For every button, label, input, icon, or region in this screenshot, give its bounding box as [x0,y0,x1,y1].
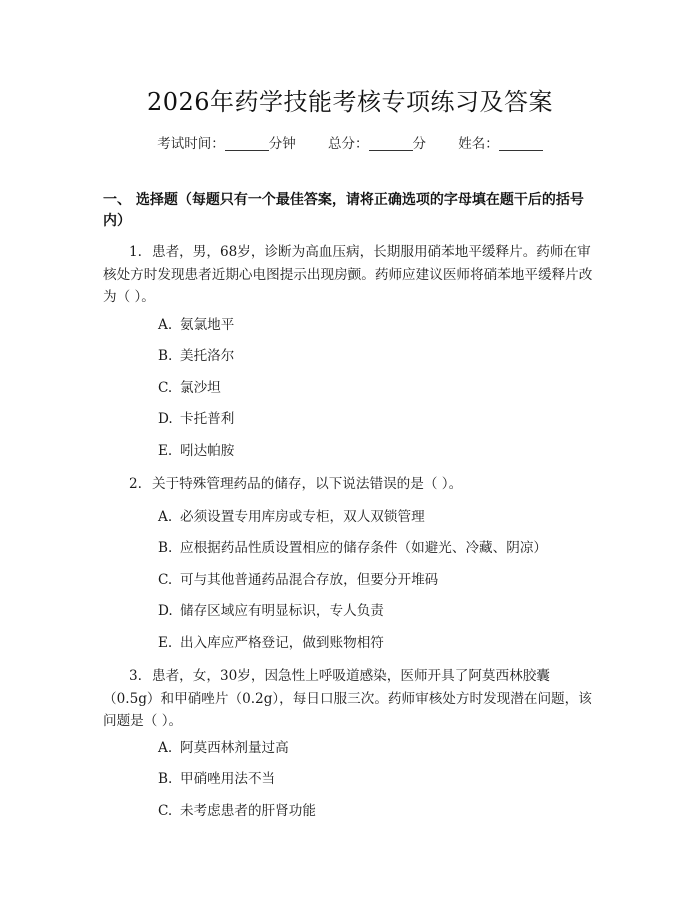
total-score-field [328,136,426,152]
exam-time-blank [225,136,269,151]
option-text: 出入库应严格登记，做到账物相符 [180,635,384,651]
option-letter: D. [158,603,173,619]
option-text: 必须设置专用库房或专柜，双人双锁管理 [180,509,425,525]
option-letter: A. [158,317,173,333]
option-text: 甲硝唑用法不当 [180,771,276,787]
option-letter: B. [158,540,173,556]
option-2c [158,570,438,590]
question-text: 患者，男，68岁，诊断为高血压病，长期服用硝苯地平缓释片。药师在审核处方时发现患者近期心电图提示出现房颤。药师应建议医师将硝苯地平缓释片改为（ ）。 [103,244,593,305]
option-text: 吲达帕胺 [180,443,235,459]
option-letter: B. [158,771,173,787]
total-score-blank [369,136,413,151]
question-3 [103,665,595,733]
option-3a [158,738,289,758]
total-score-unit: 分 [412,136,426,152]
name-field [458,136,543,152]
question-number: 1. [129,244,142,260]
option-letter: A. [158,509,173,525]
question-number: 3. [129,668,142,684]
option-text: 卡托普利 [180,411,235,427]
total-score-label: 总分： [328,136,369,152]
option-letter: E. [158,443,173,459]
option-2a [158,507,425,527]
option-letter: C. [158,380,173,396]
option-1b [158,346,234,366]
question-2 [103,473,595,496]
option-2d [158,601,384,621]
exam-time-field [157,136,296,152]
question-1 [103,241,595,309]
option-1d [158,409,234,429]
name-label: 姓名： [458,136,499,152]
option-2b [158,538,547,558]
exam-meta-line [0,132,700,152]
option-text: 应根据药品性质设置相应的储存条件（如避光、冷藏、阴凉） [180,540,548,556]
document-title: 2026年药学技能考核专项练习及答案 [146,88,554,116]
option-text: 储存区域应有明显标识，专人负责 [180,603,384,619]
name-blank [499,136,543,151]
option-text: 未考虑患者的肝肾功能 [180,803,316,819]
option-1e [158,441,234,461]
question-text: 关于特殊管理药品的储存，以下说法错误的是（ ）。 [151,476,463,492]
question-number: 2. [129,476,142,492]
option-text: 阿莫西林剂量过高 [180,740,289,756]
option-text: 氯沙坦 [180,380,221,396]
option-3c [158,801,316,821]
option-2e [158,633,384,653]
exam-time-unit: 分钟 [268,136,296,152]
option-text: 氨氯地平 [180,317,235,333]
option-1a [158,315,234,335]
section-heading: 一、 选择题（每题只有一个最佳答案，请将正确选项的字母填在题干后的括号内） [103,192,584,229]
option-letter: D. [158,411,173,427]
option-3b [158,769,275,789]
question-text: 患者，女，30岁，因急性上呼吸道感染，医师开具了阿莫西林胶囊（0.5g）和甲硝唑片（0.2g），每日口服三次。药师审核处方时发现潜在问题，该问题是（ ）。 [103,668,592,729]
exam-time-label: 考试时间： [157,136,225,152]
option-text: 可与其他普通药品混合存放，但要分开堆码 [180,572,439,588]
option-text: 美托洛尔 [180,348,235,364]
option-letter: B. [158,348,173,364]
option-letter: A. [158,740,173,756]
option-letter: C. [158,803,173,819]
option-1c [158,378,221,398]
option-letter: C. [158,572,173,588]
option-letter: E. [158,635,173,651]
